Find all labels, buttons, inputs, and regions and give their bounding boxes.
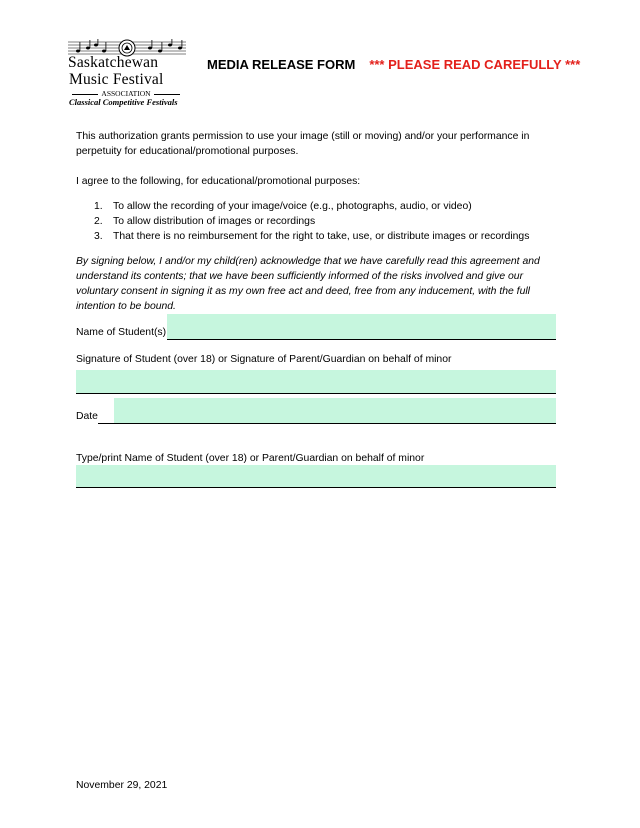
footer-date: November 29, 2021 <box>76 780 168 791</box>
logo-line-1: Saskatchewan <box>68 54 159 71</box>
list-item: 3. That there is no reimbursement for the right to take, use, or distribute images or recordings <box>94 231 530 242</box>
signature-field[interactable] <box>76 370 556 394</box>
print-name-label: Type/print Name of Student (over 18) or Parent/Guardian on behalf of minor <box>76 453 425 464</box>
festival-logo <box>66 33 190 109</box>
date-underline <box>98 423 114 424</box>
agreement-list <box>76 199 529 244</box>
print-name-field[interactable] <box>76 465 556 488</box>
list-item: 1. To allow the recording of your image/voice (e.g., photographs, audio, or video) <box>94 201 472 212</box>
student-name-label: Name of Student(s) <box>76 327 167 338</box>
acknowledgement-paragraph: By signing below, I and/or my child(ren) acknowledge that we have carefully read this agreement and understand its contents; that we have been sufficiently informed of the risks involved and give our voluntary consent in signing it as my own free act and deed, free from any inducement, with the full intention to be bound. <box>76 256 540 312</box>
date-label: Date <box>76 411 98 422</box>
warning-text: *** PLEASE READ CAREFULLY *** <box>369 57 581 72</box>
agree-paragraph: I agree to the following, for educational/promotional purposes: <box>76 176 361 187</box>
signature-label: Signature of Student (over 18) or Signature of Parent/Guardian on behalf of minor <box>76 354 452 365</box>
date-field[interactable] <box>114 398 556 424</box>
list-item: 2. To allow distribution of images or recordings <box>94 216 316 227</box>
intro-paragraph: This authorization grants permission to use your image (still or moving) and/or your performance in perpetuity for educational/promotional purposes. <box>76 131 530 157</box>
page-title <box>207 57 580 72</box>
logo-association: ASSOCIATION <box>66 89 186 98</box>
logo-line-2: Music Festival <box>69 71 164 88</box>
student-name-field[interactable] <box>167 314 556 340</box>
logo-tagline: Classical Competitive Festivals <box>69 97 178 107</box>
form-title: MEDIA RELEASE FORM <box>207 57 356 72</box>
